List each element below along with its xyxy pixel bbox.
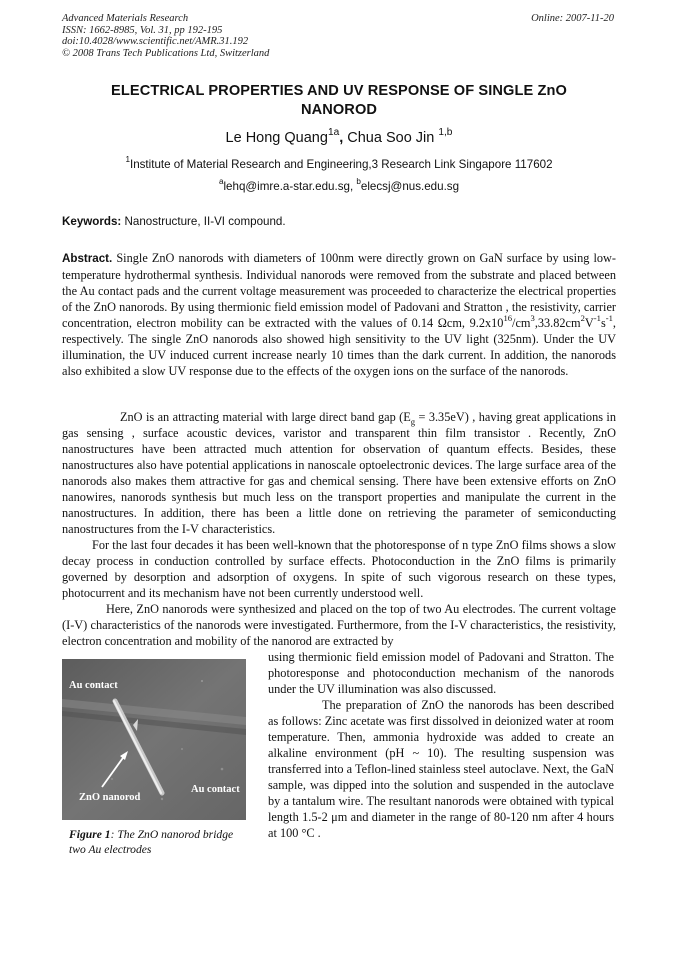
abstract-text-3: ,33.82cm <box>534 316 581 330</box>
label-zno-nanorod: ZnO nanorod <box>79 792 141 803</box>
intro-paragraph-3: Here, ZnO nanorods were synthesized and placed on the top of two Au electrodes. The current voltage (I-V) characteristics of the nanorods were investigated. Furthermore, from the I-V characteristics, the resistivity, electron concentration and mobility of the nanorod are extracted by <box>62 602 616 648</box>
author-separator: , <box>339 130 348 146</box>
journal-name: Advanced Materials Research <box>62 13 189 24</box>
author-1-affil: 1a <box>327 127 340 139</box>
preparation-paragraph: The preparation of ZnO the nanorods has been described as follows: Zinc acetate was first dissolved in deionized water at room temperature. Then, ammonia hydroxide was added to create an alkaline environment (pH ~ 10). The resulting suspension was transferred into a Teflon-lined stainless steel autoclave. Next, the GaN sample, was dipped into the solution and suspended in the autoclave by a tantalum wire. The resultant nanorods were obtained with typical length 1.5-2 μm and diameter in the range of 80-120 nm after 4 hours at 100 °C . <box>268 698 614 840</box>
abstract-text-6: , respectively. The single ZnO nanorods also showed high sensitivity to the UV light (325nm). Under the UV illumination, the UV induced current increase nearly 10 times than the dark current. In addition, the nanorods also exhibited a slow UV response due to the effects of the oxygen ions on the surface of the nanorods. <box>62 316 616 378</box>
author-list <box>62 127 616 146</box>
affiliation <box>62 155 616 171</box>
email-a-marker: a <box>218 177 224 187</box>
abstract-text-1: Single ZnO nanorods with diameters of 100nm were directly grown on GaN surface by using low-temperature hydrothermal synthesis. Individual nanorods were removed from the substrate and placed between the Au contact pads and the current voltage measurement was proceeded to characterize the electrical properties of the ZnO nanorods. By using thermionic field emission model of Padovani and Stratton , the resistivity, carrier concentration, electron mobility can be extracted with the values of 0.14 Ωcm, 9.2x10 <box>62 251 616 330</box>
affiliation-marker: 1 <box>125 155 130 165</box>
email-a: lehq@imre.a-star.edu.sg, <box>223 180 357 193</box>
abstract-sup-1: 16 <box>503 313 513 324</box>
email-b-marker: b <box>356 177 361 187</box>
intro-paragraph-1 <box>62 409 616 537</box>
label-au-contact-left: Au contact <box>69 680 118 691</box>
keywords-label: Keywords: <box>62 215 122 228</box>
figure-1-caption <box>69 828 249 857</box>
abstract-sup-5: -1 <box>605 313 613 324</box>
keywords-text: Nanostructure, II-VI compound. <box>121 215 286 228</box>
title-line-1: ELECTRICAL PROPERTIES AND UV RESPONSE OF SINGLE ZnO <box>111 83 567 99</box>
author-2: Chua Soo Jin <box>347 130 435 146</box>
author-emails <box>62 177 616 193</box>
email-b: elecsj@nus.edu.sg <box>360 180 460 193</box>
abstract-text-4: V <box>584 316 594 330</box>
keywords <box>62 215 286 228</box>
introduction <box>62 409 616 649</box>
journal-header <box>62 13 269 59</box>
author-1: Le Hong Quang <box>225 130 328 146</box>
figure-1-image <box>62 659 246 820</box>
intro-paragraph-2: For the last four decades it has been well-known that the photoresponse of n type ZnO films shows a slow decay process in conduction controlled by surface effects. Photoconduction in the ZnO films is primarily governed by desorption and adsorption of oxygens. In spite of such vigorous research on these types, photocurrent and its mechanism have not been currently understood well. <box>62 538 616 600</box>
abstract-sup-3: 2 <box>580 313 585 324</box>
caption-text: : The ZnO nanorod bridge two Au electrodes <box>69 828 234 856</box>
journal-doi: doi:10.4028/www.scientific.net/AMR.31.192 <box>62 36 249 48</box>
intro-p1-text-b: = 3.35eV) , having great applications in gas sensing , surface acoustic devices, varistor and transparent thin film transistor . Recently, ZnO nanostructures have been attracted much attention for observation of quantum effects. Besides, these nanostructures also have potential applications in nanoscale optoelectronic devices. The large surface area of the nanorods also makes them attractive for gas and chemical sensing. There have been extensive efforts on ZnO nanowires, nanorods synthesis but much less on the transport properties and manipulate the current in the nanostructures. In addition, there has been a little done on retrieving the parameter of semiconducting nanostructures from the I-V characteristics. <box>62 410 616 536</box>
online-date: Online: 2007-11-20 <box>531 13 614 24</box>
intro-paragraph-3-continued: using thermionic field emission model of Padovani and Stratton. The photoresponse and photoconduction mechanism of the nanorods under the UV illumination was also discussed. <box>268 650 614 696</box>
author-2-affil: 1,b <box>438 127 453 139</box>
abstract-label: Abstract. <box>62 252 113 265</box>
abstract-sup-2: 3 <box>530 313 535 324</box>
journal-copyright: © 2008 Trans Tech Publications Ltd, Switzerland <box>62 47 270 59</box>
affiliation-text: Institute of Material Research and Engineering,3 Research Link Singapore 117602 <box>129 158 553 171</box>
wrapped-text-column <box>268 649 614 841</box>
label-au-contact-right: Au contact <box>191 784 240 795</box>
journal-issn: ISSN: 1662-8985, Vol. 31, pp 192-195 <box>62 24 223 36</box>
abstract-sup-4: -1 <box>593 313 601 324</box>
title-line-2: NANOROD <box>300 102 378 118</box>
intro-p1-text-a: ZnO is an attracting material with large direct band gap (E <box>120 410 411 424</box>
intro-p1-sub: g <box>410 416 416 427</box>
paper-title <box>70 82 608 120</box>
abstract-text-5: s <box>600 316 606 330</box>
caption-label: Figure 1 <box>69 828 111 841</box>
abstract-text-2: /cm <box>512 316 531 330</box>
abstract <box>62 250 616 379</box>
